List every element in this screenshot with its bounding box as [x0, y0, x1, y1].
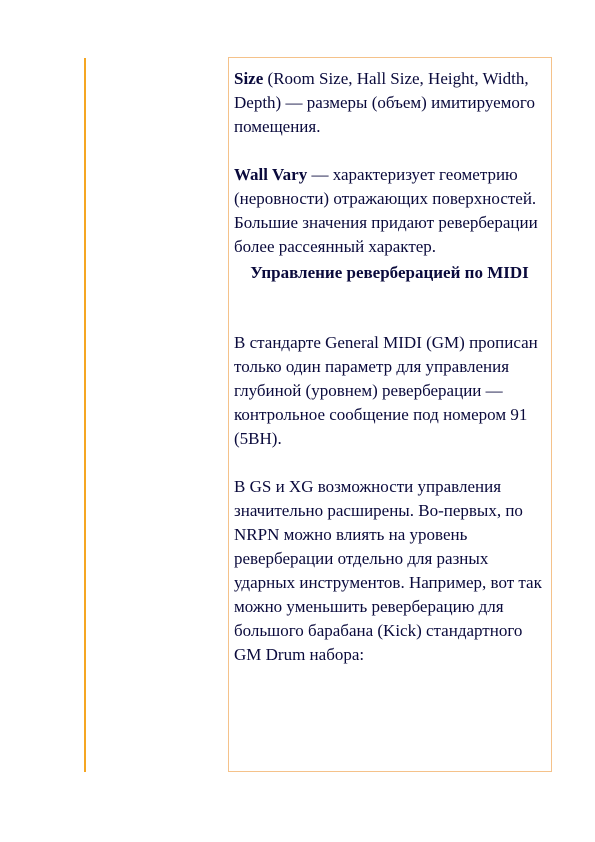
gm-paragraph: В стандарте General MIDI (GM) прописан только один параметр для управления глубиной (уровнем) реверберации — контрольное сообщение под номером 91 (5BH).: [234, 333, 538, 448]
heading-spacer: [234, 287, 545, 331]
size-term: Size: [234, 69, 264, 88]
wall-vary-parameter-paragraph: [234, 163, 545, 259]
paragraph-spacer: [234, 139, 545, 163]
section-heading: Управление реверберацией по MIDI: [250, 263, 529, 282]
size-description: (Room Size, Hall Size, Height, Width, Depth) — размеры (объем) имитируемого помещения.: [234, 69, 535, 136]
paragraph-spacer: [234, 451, 545, 475]
wall-vary-term: Wall Vary: [234, 165, 308, 184]
gs-xg-paragraph: В GS и XG возможности управления значительно расширены. Во-первых, по NRPN можно влиять на уровень реверберации отдельно для разных ударных инструментов. Например, вот так можно уменьшить реверберацию для большого барабана (Kick) стандартного GM Drum набора:: [234, 477, 542, 664]
wall-vary-description: — характеризует геометрию (неровности) отражающих поверхностей. Большие значения придают реверберации более рассеянный характер.: [234, 165, 538, 256]
size-parameter-paragraph: [234, 67, 545, 139]
left-margin-rule: [84, 58, 86, 772]
text-column: [228, 57, 552, 772]
